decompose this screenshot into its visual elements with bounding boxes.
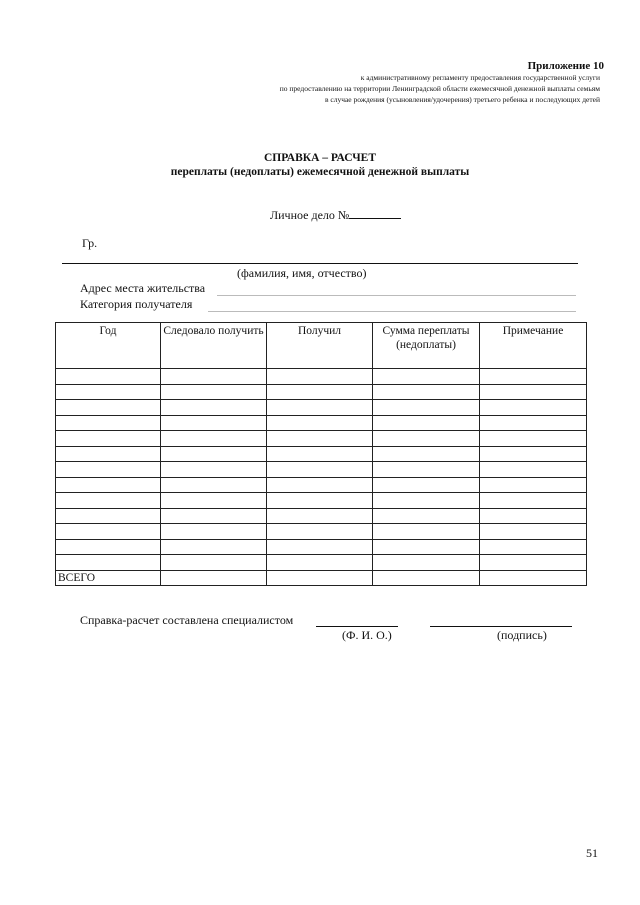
table-cell: [56, 369, 161, 385]
table-row: [56, 508, 587, 524]
category-line: [208, 311, 576, 312]
table-cell: [161, 384, 267, 400]
compiled-by-text: Справка-расчет составлена специалистом: [80, 613, 294, 627]
column-header-year: Год: [56, 323, 161, 369]
table-cell: [161, 555, 267, 571]
table-cell: [373, 415, 480, 431]
table-cell: [56, 555, 161, 571]
table-cell: [56, 446, 161, 462]
signature-line: [430, 626, 572, 627]
table-cell: [373, 570, 480, 586]
table-cell: [161, 462, 267, 478]
table-cell: [56, 539, 161, 555]
total-label: ВСЕГО: [56, 570, 161, 586]
document-title: СПРАВКА – РАСЧЕТ: [263, 152, 376, 164]
table-row: [56, 431, 587, 447]
table-cell: [267, 431, 373, 447]
table-cell: [480, 539, 587, 555]
table-cell: [480, 555, 587, 571]
table-cell: [373, 477, 480, 493]
table-cell: [56, 477, 161, 493]
table-cell: [161, 400, 267, 416]
table-cell: [56, 431, 161, 447]
recipient-name-line: [62, 263, 578, 264]
address-line: [217, 295, 576, 296]
table-row: [56, 384, 587, 400]
table-cell: [373, 493, 480, 509]
fio-caption: (фамилия, имя, отчество): [237, 266, 367, 280]
table-cell: [161, 524, 267, 540]
table-cell: [267, 508, 373, 524]
table-cell: [480, 508, 587, 524]
table-cell: [373, 400, 480, 416]
table-header-row: [56, 323, 587, 369]
personal-file-field: [270, 207, 401, 223]
table-cell: [480, 369, 587, 385]
table-cell: [267, 570, 373, 586]
table-cell: [480, 384, 587, 400]
annex-title: Приложение 10: [527, 60, 604, 72]
column-header-difference: Сумма переплаты (недоплаты): [373, 323, 480, 369]
table-row: [56, 493, 587, 509]
signature-caption: (подпись): [497, 628, 547, 642]
table-cell: [480, 415, 587, 431]
table-cell: [480, 477, 587, 493]
recipient-label: Гр.: [82, 236, 98, 250]
table-cell: [267, 446, 373, 462]
table-cell: [373, 369, 480, 385]
table-cell: [161, 431, 267, 447]
table-cell: [161, 508, 267, 524]
fio-signature-caption: (Ф. И. О.): [342, 628, 392, 642]
table-cell: [480, 493, 587, 509]
table-row: [56, 462, 587, 478]
table-cell: [267, 524, 373, 540]
fio-signature-line: [316, 626, 398, 627]
table-cell: [373, 446, 480, 462]
table-cell: [56, 493, 161, 509]
column-header-received: Получил: [267, 323, 373, 369]
table-cell: [161, 570, 267, 586]
table-cell: [56, 524, 161, 540]
table-cell: [373, 555, 480, 571]
table-cell: [267, 493, 373, 509]
table-row: [56, 524, 587, 540]
table-body: [56, 369, 587, 586]
table-row: [56, 400, 587, 416]
table-cell: [56, 508, 161, 524]
table-cell: [267, 477, 373, 493]
annex-line-2: по предоставлению на территории Ленинградской области ежемесячной денежной выплаты семьям: [279, 84, 600, 93]
table-cell: [267, 369, 373, 385]
column-header-due: Следовало получить: [161, 323, 267, 369]
table-cell: [480, 462, 587, 478]
table-cell: [480, 524, 587, 540]
table-row: [56, 539, 587, 555]
total-row: [56, 570, 587, 586]
address-label: Адрес места жительства: [80, 281, 206, 295]
table-cell: [56, 415, 161, 431]
table-cell: [373, 524, 480, 540]
column-header-note: Примечание: [480, 323, 587, 369]
table-cell: [161, 446, 267, 462]
document-subtitle: переплаты (недоплаты) ежемесячной денежной выплаты: [170, 166, 470, 178]
table-cell: [161, 539, 267, 555]
table-row: [56, 446, 587, 462]
table-row: [56, 415, 587, 431]
table-cell: [373, 431, 480, 447]
table-cell: [480, 570, 587, 586]
calculation-table: [55, 322, 587, 586]
page-number: 51: [586, 846, 598, 860]
table-cell: [373, 462, 480, 478]
annex-line-3: в случае рождения (усыновления/удочерения) третьего ребенка и последующих детей: [324, 95, 600, 104]
table-cell: [267, 415, 373, 431]
table-cell: [161, 477, 267, 493]
table-cell: [480, 431, 587, 447]
table-cell: [373, 539, 480, 555]
table-cell: [56, 462, 161, 478]
category-label: Категория получателя: [80, 297, 193, 311]
table-row: [56, 369, 587, 385]
table-cell: [267, 384, 373, 400]
table-cell: [373, 384, 480, 400]
table-cell: [267, 462, 373, 478]
personal-file-blank: [349, 207, 401, 219]
table-cell: [56, 384, 161, 400]
table-cell: [161, 415, 267, 431]
annex-line-1: к административному регламенту предоставления государственной услуги: [360, 73, 600, 82]
table-cell: [267, 555, 373, 571]
personal-file-label: Личное дело №: [270, 208, 350, 222]
table-cell: [480, 400, 587, 416]
table-cell: [480, 446, 587, 462]
table-row: [56, 477, 587, 493]
table-cell: [373, 508, 480, 524]
table-cell: [161, 369, 267, 385]
table-cell: [267, 400, 373, 416]
table-cell: [267, 539, 373, 555]
table-row: [56, 555, 587, 571]
table-cell: [161, 493, 267, 509]
table-cell: [56, 400, 161, 416]
